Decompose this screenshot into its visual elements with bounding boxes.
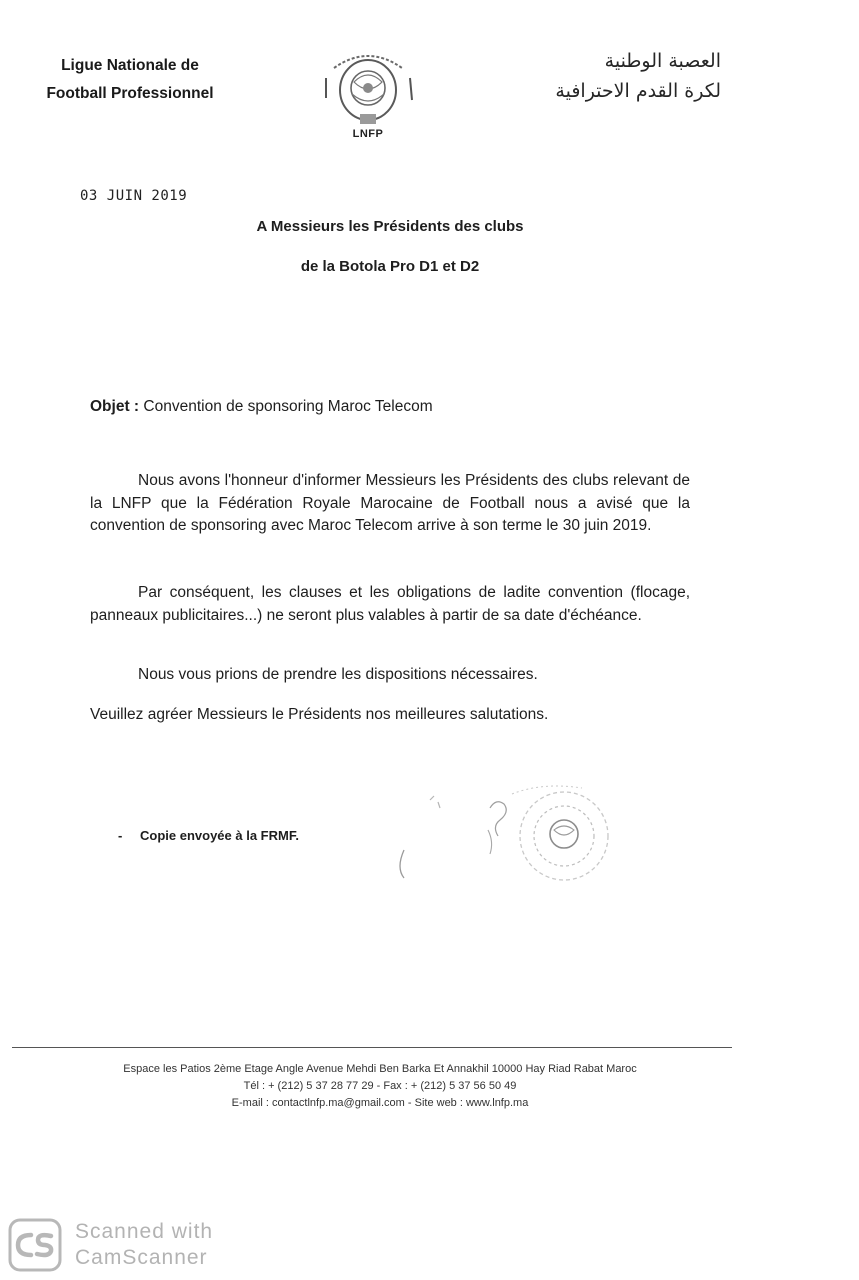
signature-stamp-icon — [392, 778, 642, 898]
subject-text: Convention de sponsoring Maroc Telecom — [143, 398, 433, 415]
footer-email-web-line: E-mail : contactlnfp.ma@gmail.com - Site web : www.lnfp.ma — [231, 1097, 529, 1109]
body-paragraph-1: Nous avons l'honneur d'informer Messieurs les Présidents des clubs relevant de la LNFP que la Fédération Royale Marocaine de Football nous a avisé que la convention de sponsoring avec Maroc Telecom arrive à son terme le 30 juin 2019. — [90, 472, 690, 534]
copy-note — [118, 828, 299, 843]
subject-label: Objet : — [90, 398, 140, 415]
org-name-french — [40, 52, 220, 108]
footer-address-line: Espace les Patios 2ème Etage Angle Avenue Mehdi Ben Barka Et Annakhil 10000 Hay Riad Rabat Maroc — [123, 1063, 637, 1075]
org-name-arabic — [501, 46, 721, 106]
footer-phone-fax-line: Tél : + (212) 5 37 28 77 29 - Fax : + (212) 5 37 56 50 49 — [243, 1080, 517, 1092]
body-paragraph-3: Nous vous prions de prendre les dispositions nécessaires. — [138, 666, 538, 683]
recipient-line2: de la Botola Pro D1 et D2 — [300, 258, 480, 275]
subject-line — [90, 398, 433, 416]
footer-divider — [12, 1047, 732, 1048]
org-name-french-line2: Football Professionnel — [46, 85, 214, 102]
closing-salutation: Veuillez agréer Messieurs le Présidents nos meilleures salutations. — [90, 706, 549, 723]
copy-note-text: Copie envoyée à la FRMF. — [140, 828, 299, 843]
watermark-line1: Scanned with — [75, 1220, 214, 1243]
recipient-line1: A Messieurs les Présidents des clubs — [256, 218, 524, 235]
footer-address — [60, 1061, 700, 1112]
watermark-line2: CamScanner — [75, 1246, 208, 1269]
letter-date: 03 JUIN 2019 — [80, 188, 188, 204]
camscanner-logo-icon — [8, 1218, 62, 1272]
copy-note-bullet: - — [118, 828, 123, 843]
body-paragraph-2: Par conséquent, les clauses et les obligations de ladite convention (flocage, panneaux publicitaires...) ne seront plus valables à partir de sa date d'échéance. — [90, 584, 690, 624]
logo-caption: LNFP — [352, 128, 384, 140]
org-name-arabic-line1: العصبة الوطنية — [604, 50, 721, 72]
camscanner-watermark — [75, 1219, 213, 1271]
org-name-french-line1: Ligue Nationale de — [61, 57, 199, 74]
org-name-arabic-line2: لكرة القدم الاحترافية — [555, 80, 721, 102]
